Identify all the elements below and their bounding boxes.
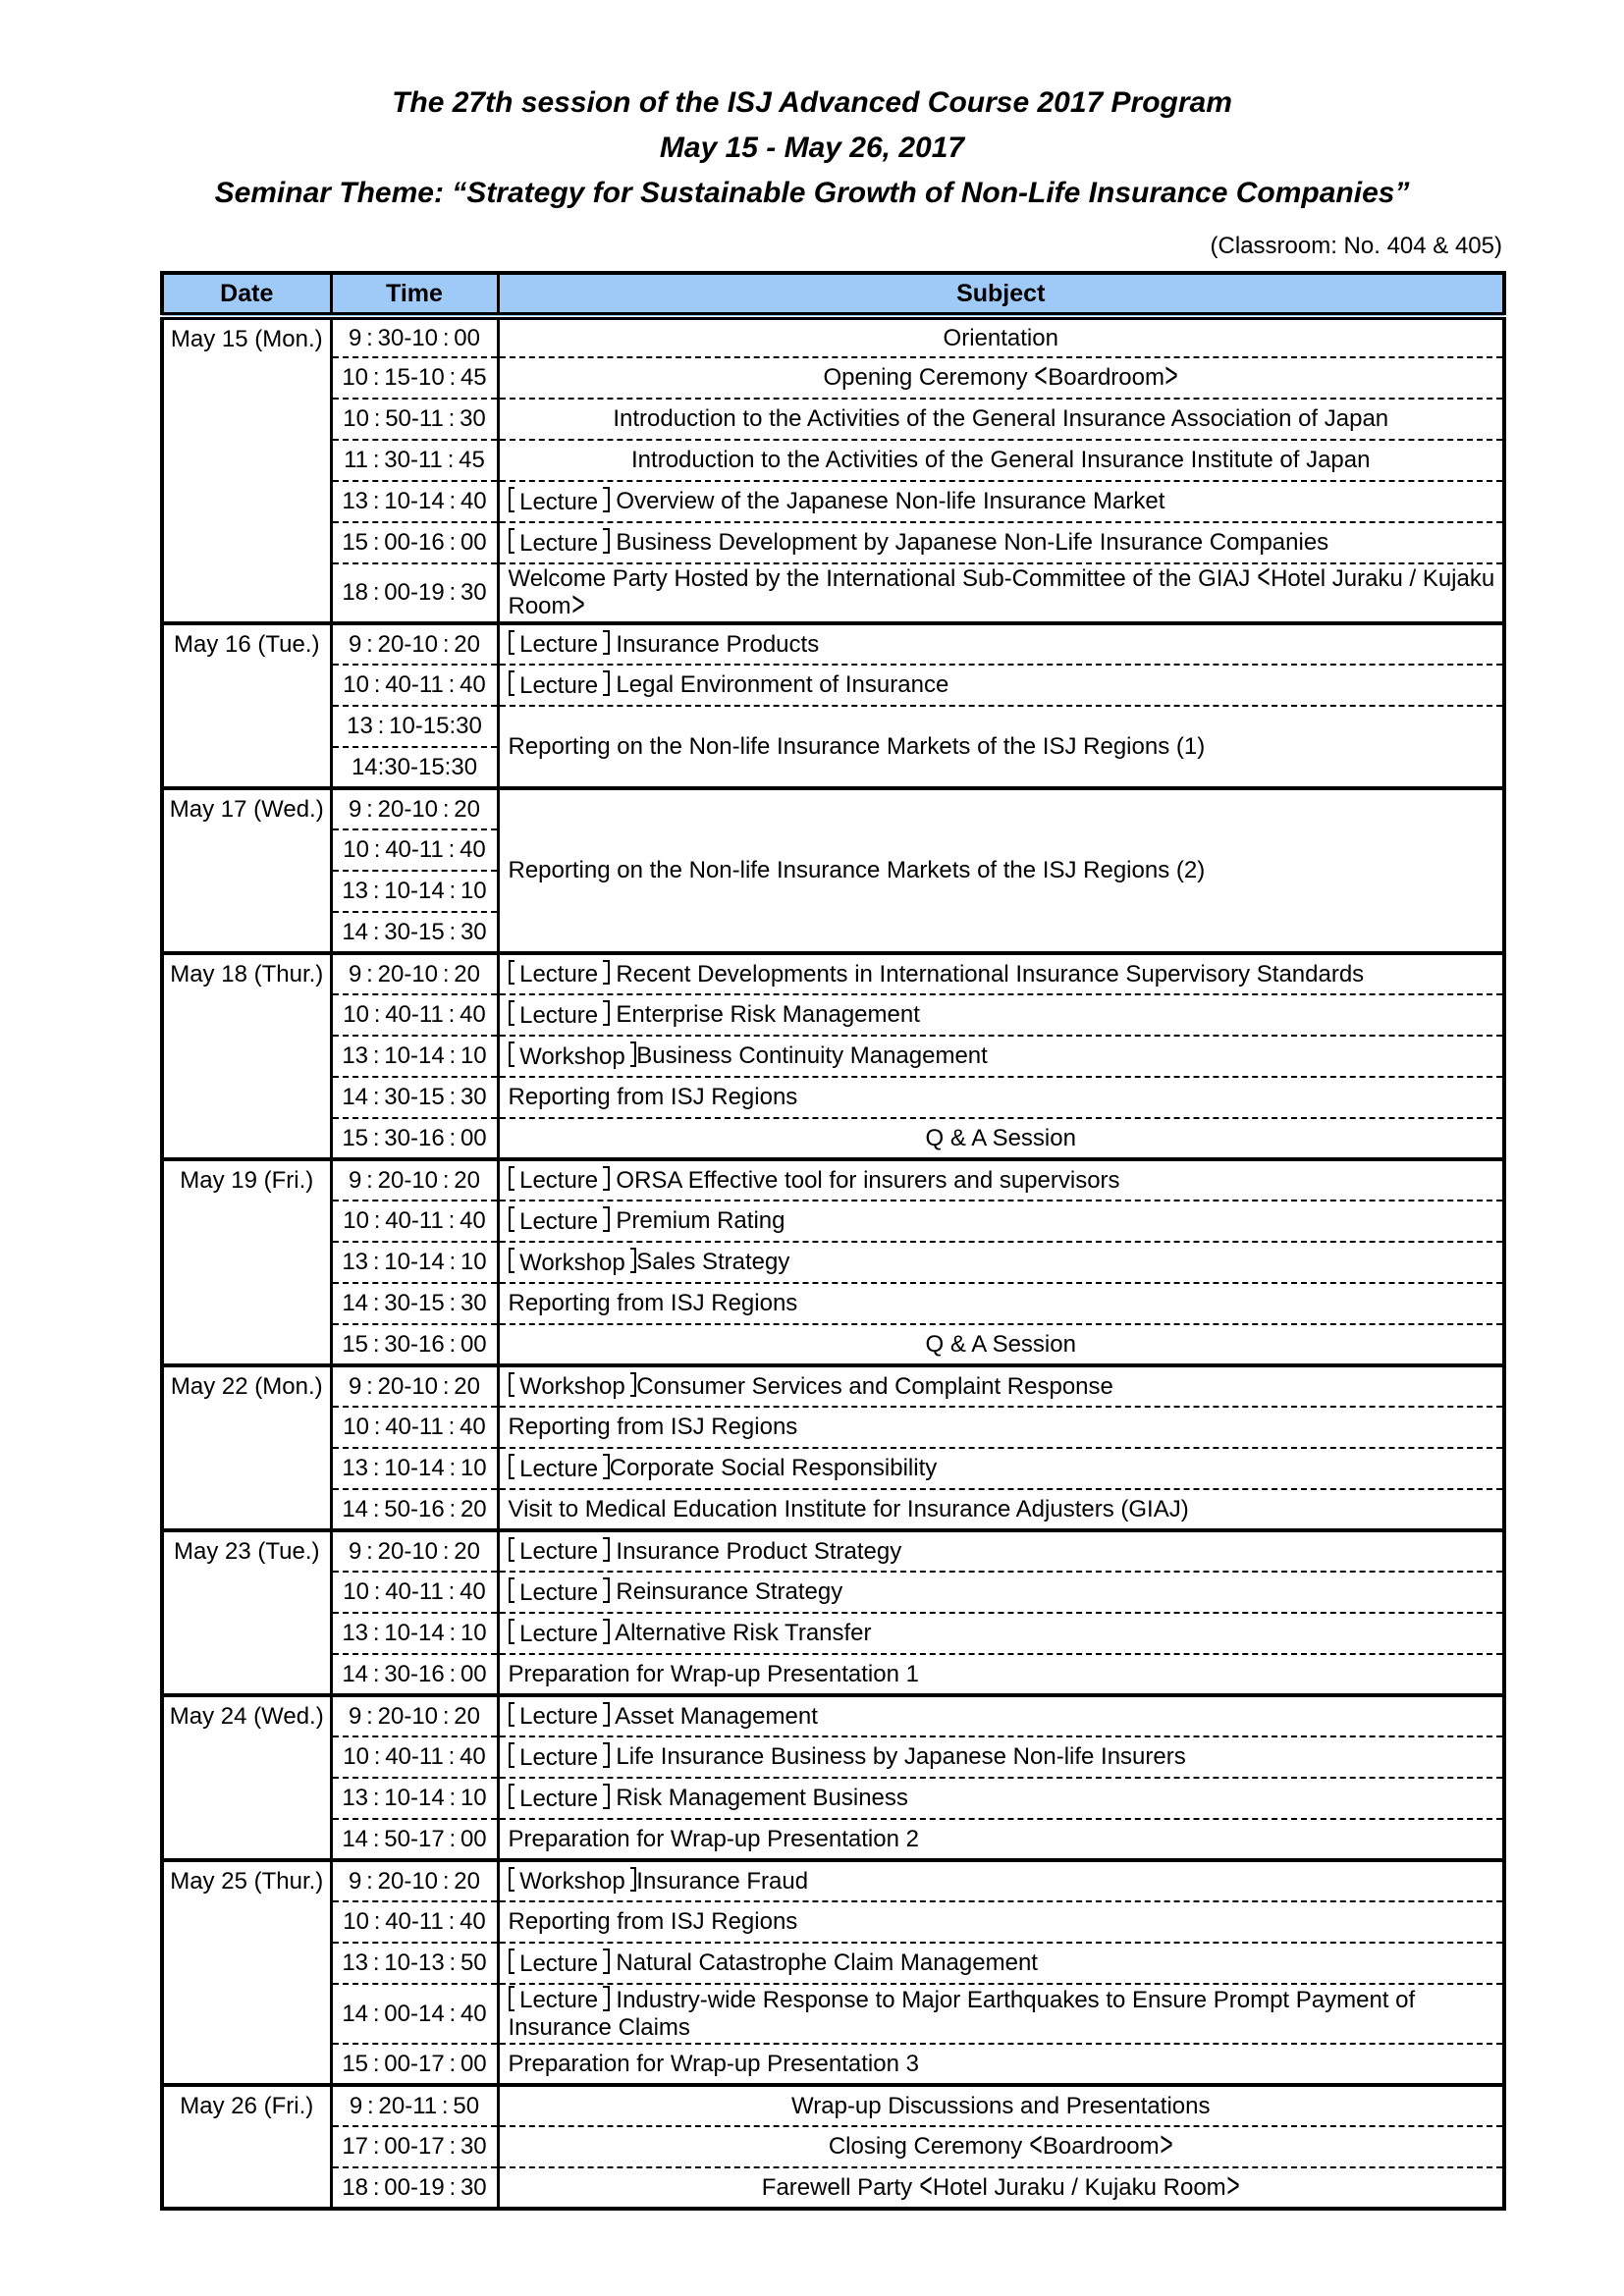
time-cell: 9 : 30-10 : 00 <box>331 316 498 357</box>
subject-cell: Q & A Session <box>498 1118 1504 1159</box>
time-cell: 14 : 30-15 : 30 <box>331 912 498 953</box>
lenticular-bracket-tag: Workshop <box>509 1373 637 1400</box>
subject-cell: Lecture Reinsurance Strategy <box>498 1572 1504 1613</box>
subject-cell: Reporting on the Non-life Insurance Markets of the ISJ Regions (1) <box>498 706 1504 788</box>
subject-cell: Workshop Business Continuity Management <box>498 1036 1504 1077</box>
schedule-row <box>162 1407 1504 1448</box>
lenticular-bracket-tag: Lecture <box>509 1703 610 1730</box>
time-cell: 18 : 00-19 : 30 <box>331 2167 498 2209</box>
schedule-row <box>162 1819 1504 1860</box>
time-cell: 13 : 10-14 : 40 <box>331 481 498 522</box>
lenticular-bracket-tag: Lecture <box>509 631 610 658</box>
subject-cell: Lecture Business Development by Japanese Non-Life Insurance Companies <box>498 522 1504 563</box>
subject-cell: Workshop Sales Strategy <box>498 1242 1504 1283</box>
date-cell: May 25 (Thur.) <box>162 1860 331 2085</box>
schedule-row <box>162 706 1504 747</box>
time-cell: 14 : 30-15 : 30 <box>331 1077 498 1118</box>
subject-cell: Visit to Medical Education Institute for Insurance Adjusters (GIAJ) <box>498 1489 1504 1530</box>
subject-cell: Introduction to the Activities of the General Insurance Institute of Japan <box>498 440 1504 481</box>
schedule-row <box>162 399 1504 440</box>
angle-bracket-open-icon: < <box>919 2166 933 2206</box>
time-cell: 15 : 00-17 : 00 <box>331 2044 498 2085</box>
time-cell: 9 : 20-10 : 20 <box>331 1159 498 1201</box>
subject-cell: Closing Ceremony <Boardroom> <box>498 2126 1504 2167</box>
lenticular-bracket-tag: Lecture <box>509 1002 610 1029</box>
time-cell: 13 : 10-14 : 10 <box>331 1448 498 1489</box>
time-cell: 17 : 00-17 : 30 <box>331 2126 498 2167</box>
subject-cell: Orientation <box>498 316 1504 357</box>
subject-cell: Reporting on the Non-life Insurance Markets of the ISJ Regions (2) <box>498 788 1504 953</box>
time-cell: 10 : 40-11 : 40 <box>331 1407 498 1448</box>
lenticular-bracket-tag: Workshop <box>509 1868 637 1895</box>
page-title: The 27th session of the ISJ Advanced Course 2017 Program <box>392 86 1232 119</box>
schedule-row <box>162 1077 1504 1118</box>
schedule-row <box>162 1118 1504 1159</box>
schedule-row <box>162 1984 1504 2044</box>
time-cell: 9 : 20-10 : 20 <box>331 1530 498 1572</box>
schedule-row <box>162 2126 1504 2167</box>
schedule-row <box>162 1283 1504 1324</box>
time-cell: 13 : 10-15:30 <box>331 706 498 747</box>
lenticular-bracket-tag: Lecture <box>509 961 610 988</box>
table-area <box>160 232 1502 2211</box>
date-cell: May 22 (Mon.) <box>162 1365 331 1530</box>
time-cell: 10 : 40-11 : 40 <box>331 1736 498 1778</box>
column-header-time: Time <box>331 273 498 316</box>
lenticular-bracket-tag: Lecture <box>509 1950 610 1977</box>
column-header-date: Date <box>162 273 331 316</box>
time-cell: 13 : 10-14 : 10 <box>331 1613 498 1654</box>
schedule-row <box>162 1613 1504 1654</box>
schedule-row <box>162 665 1504 706</box>
schedule-row <box>162 1036 1504 1077</box>
date-range: May 15 - May 26, 2017 <box>659 132 965 164</box>
time-cell: 10 : 40-11 : 40 <box>331 1572 498 1613</box>
subject-cell: Reporting from ISJ Regions <box>498 1283 1504 1324</box>
schedule-row <box>162 2167 1504 2209</box>
time-cell: 13 : 10-14 : 10 <box>331 1242 498 1283</box>
subject-cell: Lecture Natural Catastrophe Claim Management <box>498 1943 1504 1984</box>
subject-cell: Lecture Risk Management Business <box>498 1778 1504 1819</box>
schedule-row <box>162 1448 1504 1489</box>
lenticular-bracket-tag: Workshop <box>509 1043 637 1070</box>
time-cell: 13 : 10-14 : 10 <box>331 1036 498 1077</box>
schedule-row <box>162 1365 1504 1407</box>
schedule-row <box>162 1201 1504 1242</box>
schedule-row <box>162 1778 1504 1819</box>
subject-cell: Reporting from ISJ Regions <box>498 1901 1504 1943</box>
schedule-row <box>162 357 1504 399</box>
time-cell: 9 : 20-11 : 50 <box>331 2085 498 2126</box>
schedule-row <box>162 1324 1504 1365</box>
schedule-row <box>162 1654 1504 1695</box>
lenticular-bracket-tag: Workshop <box>509 1250 637 1276</box>
lenticular-bracket-tag: Lecture <box>509 1579 610 1606</box>
lenticular-bracket-tag: Lecture <box>509 489 610 515</box>
time-cell: 10 : 40-11 : 40 <box>331 829 498 871</box>
schedule-row <box>162 316 1504 357</box>
time-cell: 11 : 30-11 : 45 <box>331 440 498 481</box>
time-cell: 9 : 20-10 : 20 <box>331 623 498 665</box>
lenticular-bracket-tag: Lecture <box>509 1456 610 1482</box>
schedule-row <box>162 1159 1504 1201</box>
angle-bracket-open-icon: < <box>1257 558 1271 597</box>
schedule-row <box>162 2044 1504 2085</box>
time-cell: 13 : 10-14 : 10 <box>331 871 498 912</box>
date-cell: May 19 (Fri.) <box>162 1159 331 1365</box>
angle-bracket-close-icon: > <box>1226 2166 1240 2206</box>
schedule-row <box>162 1736 1504 1778</box>
schedule-row <box>162 1242 1504 1283</box>
time-cell: 9 : 20-10 : 20 <box>331 1695 498 1736</box>
subject-cell: Lecture ORSA Effective tool for insurers and supervisors <box>498 1159 1504 1201</box>
time-cell: 15 : 30-16 : 00 <box>331 1324 498 1365</box>
program-table-body <box>162 316 1504 2209</box>
lenticular-bracket-tag: Lecture <box>509 672 610 699</box>
lenticular-bracket-tag: Lecture <box>509 1167 610 1194</box>
classroom-note: (Classroom: No. 404 & 405) <box>1210 233 1502 259</box>
time-cell: 14 : 30-16 : 00 <box>331 1654 498 1695</box>
date-cell: May 17 (Wed.) <box>162 788 331 953</box>
angle-bracket-open-icon: < <box>1029 2125 1043 2165</box>
subject-cell: Lecture Insurance Product Strategy <box>498 1530 1504 1572</box>
lenticular-bracket-tag: Lecture <box>509 1538 610 1565</box>
subject-cell: Opening Ceremony <Boardroom> <box>498 357 1504 399</box>
lenticular-bracket-tag: Lecture <box>509 1786 610 1812</box>
time-cell: 9 : 20-10 : 20 <box>331 788 498 829</box>
time-cell: 10 : 40-11 : 40 <box>331 1901 498 1943</box>
schedule-row <box>162 788 1504 829</box>
time-cell: 13 : 10-14 : 10 <box>331 1778 498 1819</box>
schedule-row <box>162 994 1504 1036</box>
subject-cell: Farewell Party <Hotel Juraku / Kujaku Room> <box>498 2167 1504 2209</box>
time-cell: 10 : 15-10 : 45 <box>331 357 498 399</box>
lenticular-bracket-tag: Lecture <box>509 1744 610 1771</box>
subject-cell: Lecture Life Insurance Business by Japanese Non-life Insurers <box>498 1736 1504 1778</box>
schedule-row <box>162 953 1504 994</box>
date-cell: May 16 (Tue.) <box>162 623 331 788</box>
subject-cell: Preparation for Wrap-up Presentation 2 <box>498 1819 1504 1860</box>
schedule-row <box>162 1572 1504 1613</box>
time-cell: 10 : 50-11 : 30 <box>331 399 498 440</box>
column-header-subject: Subject <box>498 273 1504 316</box>
lenticular-bracket-tag: Lecture <box>509 1208 610 1235</box>
subject-cell: Lecture Industry-wide Response to Major Earthquakes to Ensure Prompt Payment of Insurance Claims <box>498 1984 1504 2044</box>
time-cell: 10 : 40-11 : 40 <box>331 1201 498 1242</box>
lenticular-bracket-tag: Lecture <box>509 1621 610 1647</box>
subject-cell: Preparation for Wrap-up Presentation 3 <box>498 2044 1504 2085</box>
schedule-row <box>162 1530 1504 1572</box>
time-cell: 9 : 20-10 : 20 <box>331 1365 498 1407</box>
lenticular-bracket-tag: Lecture <box>509 1987 610 2013</box>
subject-cell: Q & A Session <box>498 1324 1504 1365</box>
schedule-row <box>162 563 1504 623</box>
time-cell: 14 : 50-16 : 20 <box>331 1489 498 1530</box>
time-cell: 13 : 10-13 : 50 <box>331 1943 498 1984</box>
date-cell: May 15 (Mon.) <box>162 316 331 623</box>
subject-cell: Preparation for Wrap-up Presentation 1 <box>498 1654 1504 1695</box>
date-cell: May 23 (Tue.) <box>162 1530 331 1695</box>
subject-cell: Lecture Alternative Risk Transfer <box>498 1613 1504 1654</box>
time-cell: 14:30-15:30 <box>331 747 498 788</box>
subject-cell: Reporting from ISJ Regions <box>498 1407 1504 1448</box>
program-table <box>160 271 1506 2211</box>
subject-cell: Welcome Party Hosted by the International Sub-Committee of the GIAJ <Hotel Juraku / Kujaku Room> <box>498 563 1504 623</box>
subject-cell: Lecture Overview of the Japanese Non-life Insurance Market <box>498 481 1504 522</box>
date-cell: May 18 (Thur.) <box>162 953 331 1159</box>
schedule-row <box>162 1860 1504 1901</box>
subject-cell: Lecture Corporate Social Responsibility <box>498 1448 1504 1489</box>
subject-cell: Lecture Premium Rating <box>498 1201 1504 1242</box>
schedule-row <box>162 481 1504 522</box>
time-cell: 10 : 40-11 : 40 <box>331 994 498 1036</box>
time-cell: 14 : 00-14 : 40 <box>331 1984 498 2044</box>
subject-cell: Lecture Legal Environment of Insurance <box>498 665 1504 706</box>
time-cell: 18 : 00-19 : 30 <box>331 563 498 623</box>
subject-cell: Reporting from ISJ Regions <box>498 1077 1504 1118</box>
seminar-theme: Seminar Theme: “Strategy for Sustainable Growth of Non-Life Insurance Companies” <box>214 177 1410 209</box>
subject-cell: Workshop Consumer Services and Complaint Response <box>498 1365 1504 1407</box>
schedule-row <box>162 1943 1504 1984</box>
schedule-row <box>162 2085 1504 2126</box>
schedule-row <box>162 1901 1504 1943</box>
angle-bracket-close-icon: > <box>1164 356 1178 396</box>
schedule-row <box>162 1489 1504 1530</box>
schedule-row <box>162 522 1504 563</box>
time-cell: 15 : 00-16 : 00 <box>331 522 498 563</box>
table-header-row <box>162 273 1504 316</box>
subject-cell: Wrap-up Discussions and Presentations <box>498 2085 1504 2126</box>
time-cell: 10 : 40-11 : 40 <box>331 665 498 706</box>
angle-bracket-close-icon: > <box>570 585 585 624</box>
time-cell: 9 : 20-10 : 20 <box>331 1860 498 1901</box>
subject-cell: Lecture Recent Developments in International Insurance Supervisory Standards <box>498 953 1504 994</box>
angle-bracket-close-icon: > <box>1160 2125 1173 2165</box>
schedule-row <box>162 1695 1504 1736</box>
lenticular-bracket-tag: Lecture <box>509 530 610 557</box>
date-cell: May 26 (Fri.) <box>162 2085 331 2209</box>
time-cell: 9 : 20-10 : 20 <box>331 953 498 994</box>
subject-cell: Lecture Asset Management <box>498 1695 1504 1736</box>
angle-bracket-open-icon: < <box>1034 356 1048 396</box>
schedule-row <box>162 623 1504 665</box>
schedule-row <box>162 440 1504 481</box>
subject-cell: Lecture Enterprise Risk Management <box>498 994 1504 1036</box>
time-cell: 14 : 30-15 : 30 <box>331 1283 498 1324</box>
subject-cell: Lecture Insurance Products <box>498 623 1504 665</box>
time-cell: 14 : 50-17 : 00 <box>331 1819 498 1860</box>
subject-cell: Workshop Insurance Fraud <box>498 1860 1504 1901</box>
title-block <box>0 0 1624 216</box>
time-cell: 15 : 30-16 : 00 <box>331 1118 498 1159</box>
subject-cell: Introduction to the Activities of the General Insurance Association of Japan <box>498 399 1504 440</box>
date-cell: May 24 (Wed.) <box>162 1695 331 1860</box>
